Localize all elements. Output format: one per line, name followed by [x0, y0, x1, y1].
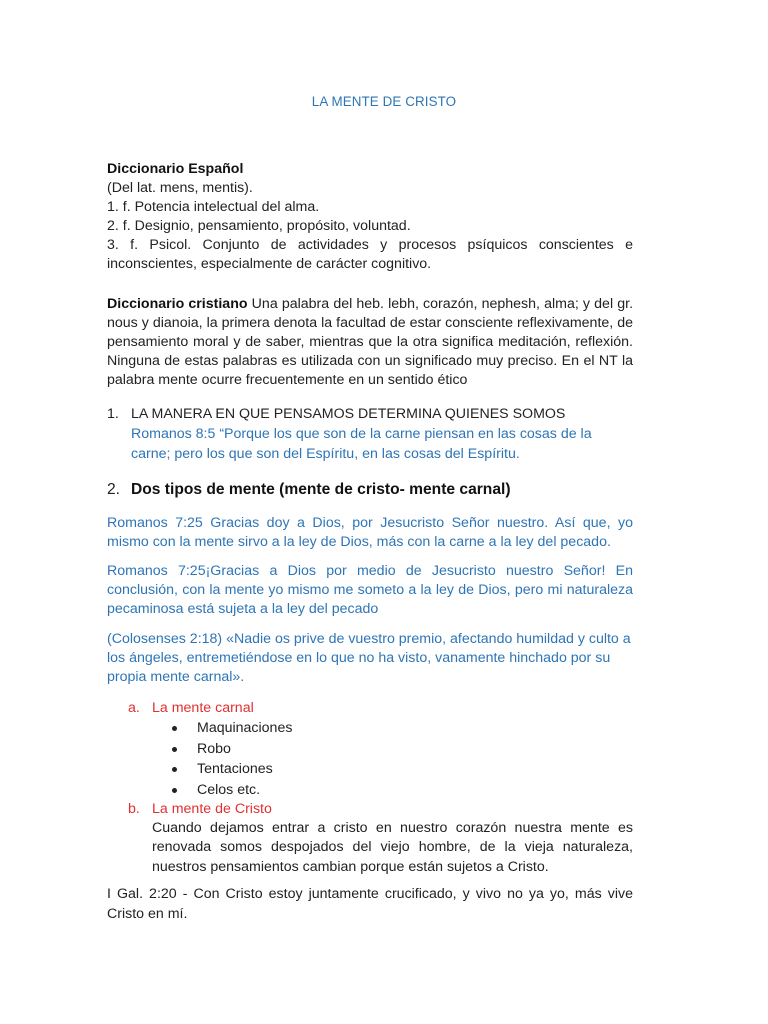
dictionary-christian-text: Una palabra del heb. lebh, corazón, nephesh, alma; y del gr. nous y dianoia, la primera denota la facultad de estar consciente reflexivamente, de pensamiento moral y de saber, mientras que la otra significa meditación, reflexión. Ninguna de estas palabras es utilizada con un significado muy preciso. En el NT la palabra mente ocurre frecuentemente en un sentido ético [107, 296, 634, 388]
list-number: 1. [107, 406, 119, 422]
list-item-heading: LA MANERA EN QUE PENSAMOS DETERMINA QUIENES SOMOS [131, 406, 566, 422]
sub-item-b [128, 799, 633, 819]
bullet-item: Robo [197, 739, 292, 760]
page-title: LA MENTE DE CRISTO [311, 94, 457, 109]
bible-verse-romanos-b: Romanos 7:25¡Gracias a Dios por medio de Jesucristo nuestro Señor! En conclusión, con la mente yo mismo me someto a la ley de Dios, pero mi naturaleza pecaminosa está sujeta a la ley del pecado [107, 563, 633, 617]
bullet-list [197, 718, 292, 800]
bible-verse-colosenses: (Colosenses 2:18) «Nadie os prive de vuestro premio, afectando humildad y culto a los ángeles, entremetiéndose en lo que no ha visto, vanamente hinchado por su propia mente carnal». [107, 631, 631, 685]
bullet-item: Tentaciones [197, 759, 292, 780]
dictionary-spanish-section [107, 160, 633, 274]
dictionary-christian-heading: Diccionario cristiano [107, 296, 248, 312]
sub-item-letter: a. [128, 700, 140, 716]
sub-item-a [128, 698, 633, 718]
list-item-2 [107, 480, 633, 500]
definition-line: 1. f. Potencia intelectual del alma. [107, 199, 320, 215]
galatas-verse: I Gal. 2:20 - Con Cristo estoy juntamente crucificado, y vivo no ya yo, más vive Cristo en mí. [107, 886, 633, 922]
list-number: 2. [107, 481, 121, 498]
sub-item-label: La mente carnal [152, 700, 254, 716]
definition-line: 3. f. Psicol. Conjunto de actividades y procesos psíquicos conscientes e inconscientes, especialmente de carácter cognitivo. [107, 237, 633, 272]
dictionary-christian-section [107, 295, 633, 390]
sub-item-letter: b. [128, 801, 140, 817]
sub-item-label: La mente de Cristo [152, 801, 272, 817]
dictionary-spanish-heading: Diccionario Español [107, 161, 244, 177]
sub-item-b-text: Cuando dejamos entrar a cristo en nuestro corazón nuestra mente es renovada somos despojados del viejo hombre, de la vieja naturaleza, nuestros pensamientos cambian porque están sujetos a Cristo. [152, 820, 633, 875]
definition-line: 2. f. Designio, pensamiento, propósito, voluntad. [107, 218, 411, 234]
list-item-1 [107, 404, 633, 464]
bullet-item: Maquinaciones [197, 718, 292, 739]
bullet-item: Celos etc. [197, 780, 292, 801]
definition-line: (Del lat. mens, mentis). [107, 180, 253, 196]
list-item-heading: Dos tipos de mente (mente de cristo- mente carnal) [131, 481, 511, 498]
bible-verse: Romanos 8:5 “Porque los que son de la carne piensan en las cosas de la carne; pero los que son del Espíritu, en las cosas del Espíritu. [131, 426, 592, 462]
bible-verse-romanos-a: Romanos 7:25 Gracias doy a Dios, por Jesucristo Señor nuestro. Así que, yo mismo con la mente sirvo a la ley de Dios, más con la carne a la ley del pecado. [107, 515, 633, 550]
